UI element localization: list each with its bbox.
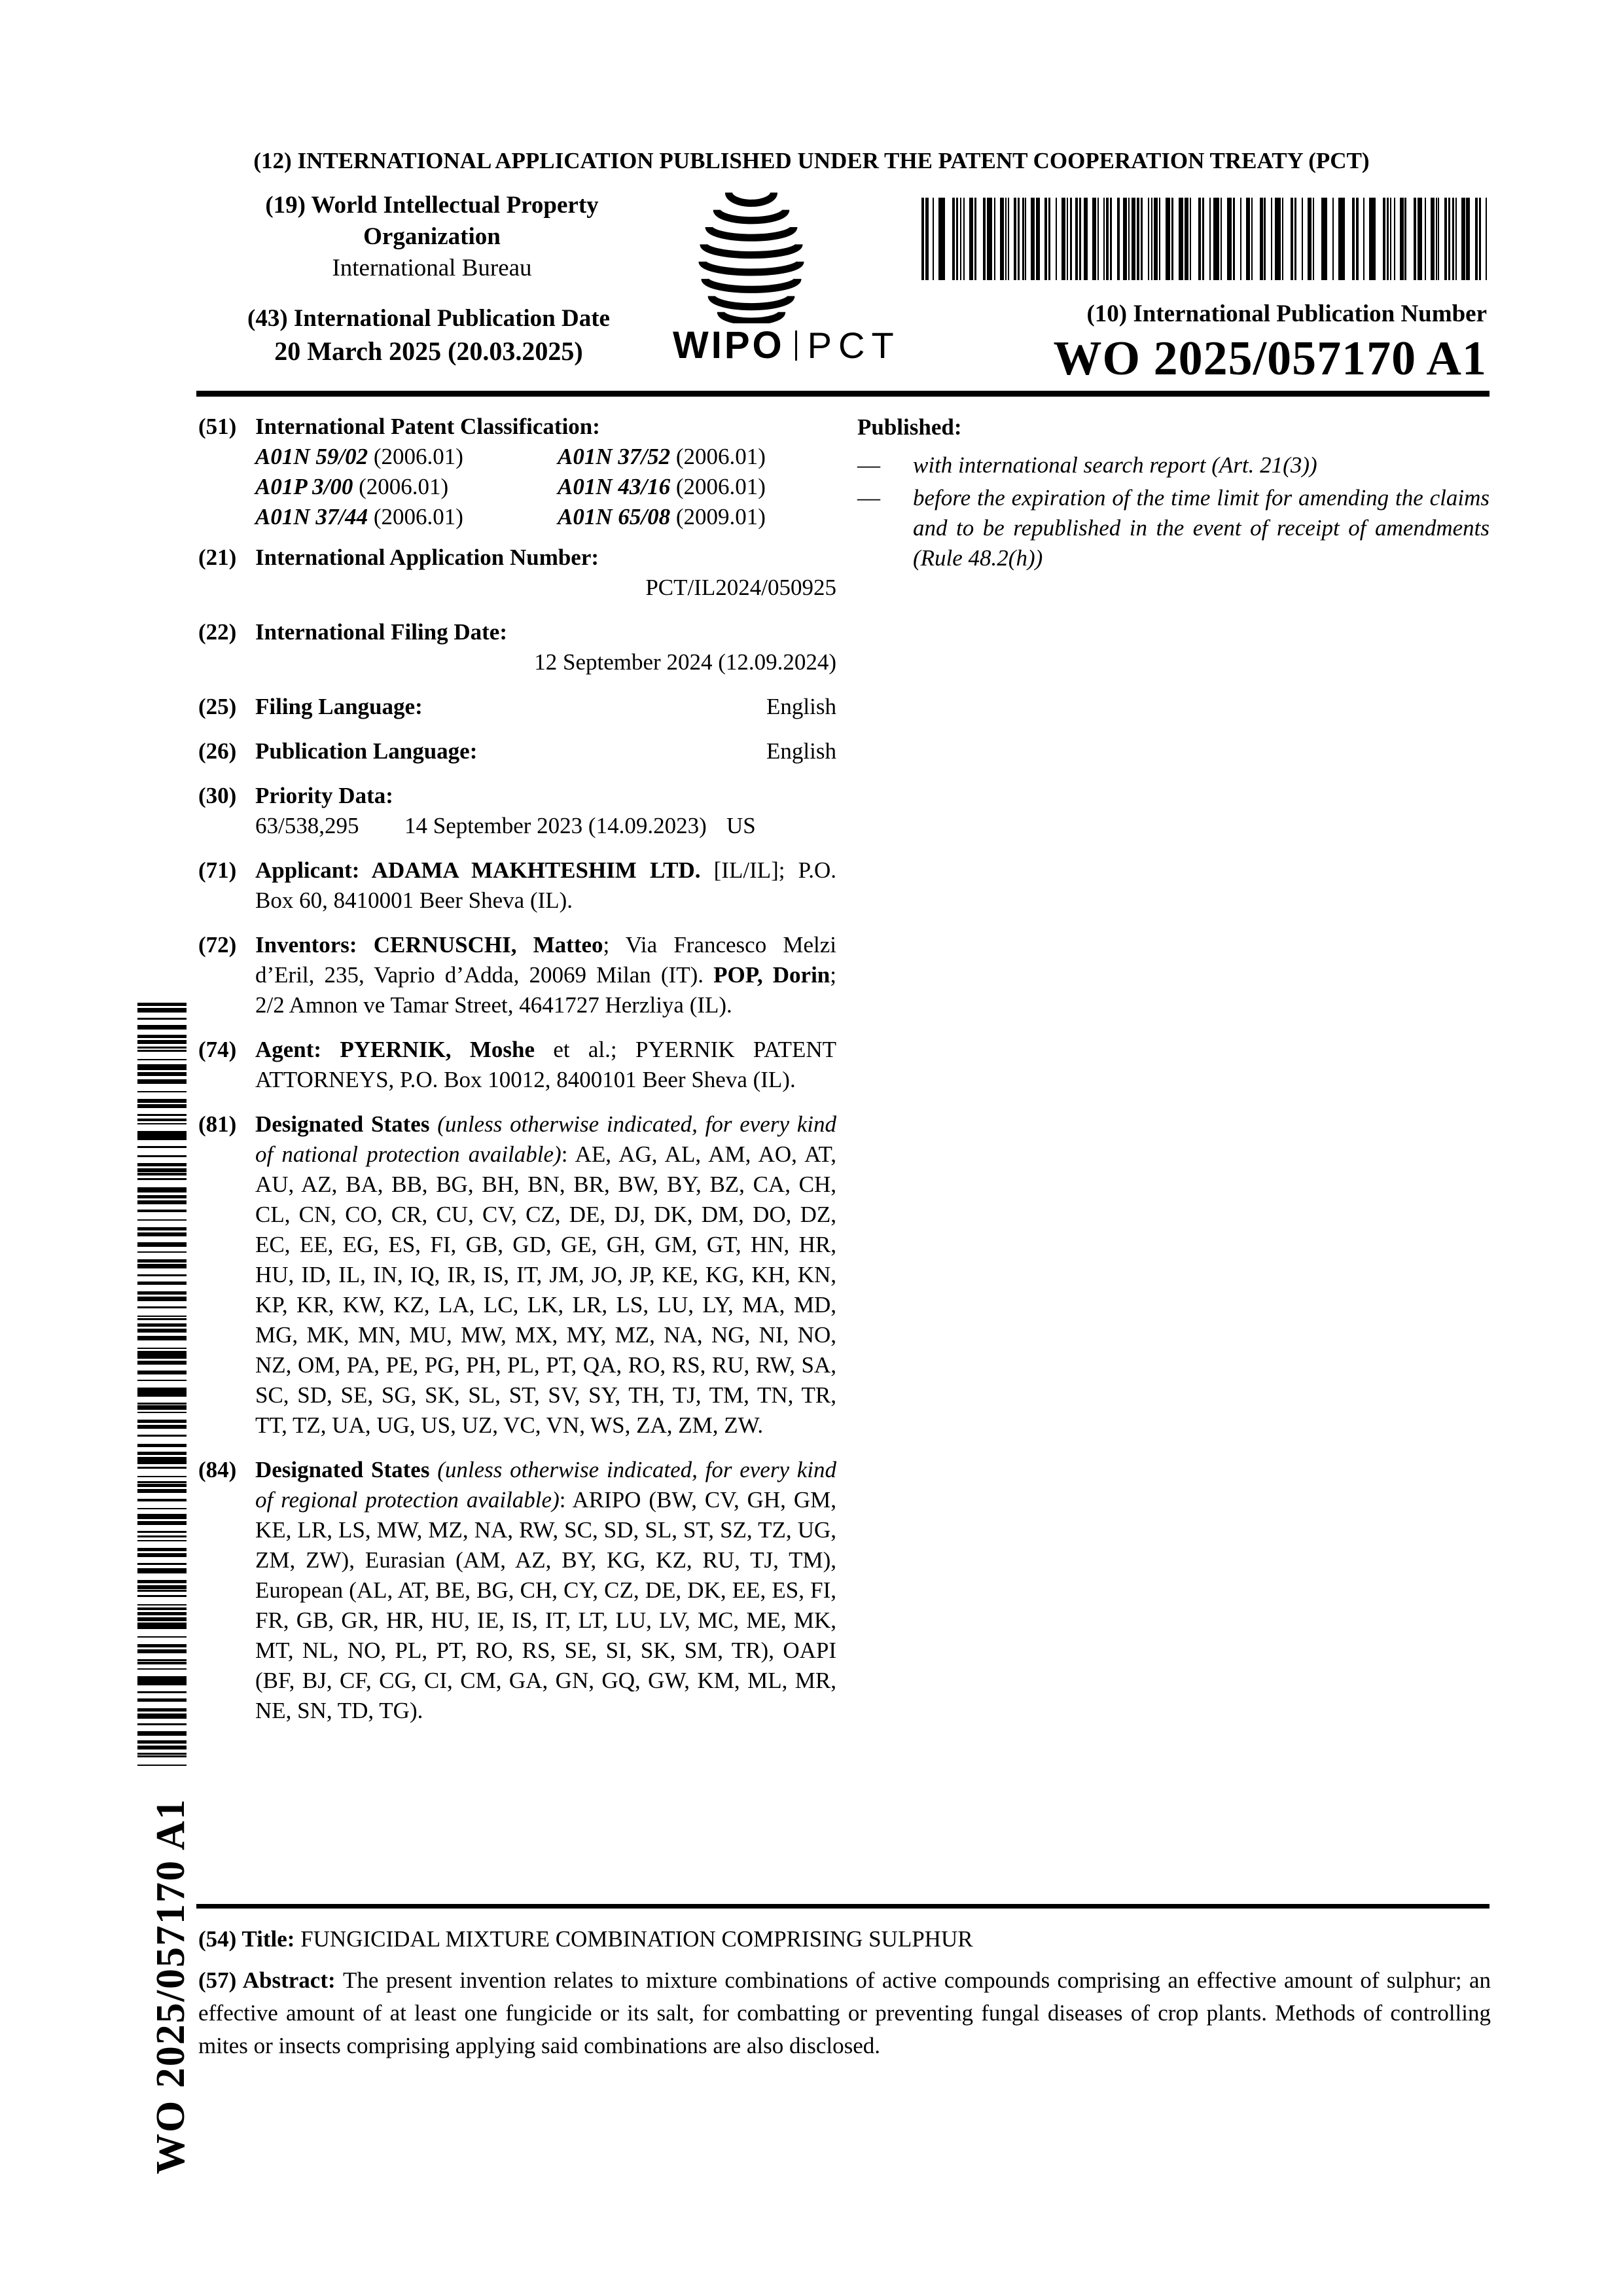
published-item-text: before the expiration of the time limit for amending the claims and to be republished in the event of receipt of amendments (Rule 48.2(h)) [913,485,1489,571]
field-label: International Patent Classification: [255,414,600,439]
pct-wordmark-text: PCT [807,325,901,366]
section-25-filing-language [198,692,836,722]
org-line2: Organization [363,223,501,250]
wipo-wordmark-text: WIPO [673,324,785,367]
org-line3: International Bureau [332,255,532,281]
field-number: (51) [198,414,237,439]
abstract-label: (57) Abstract: [198,1967,344,1993]
publication-number-label: (10) International Publication Number [1086,300,1487,327]
field-number: (30) [198,783,237,808]
field-number: (81) [198,1111,237,1137]
filing-language-value: English [766,694,836,719]
org-line1: (19) World Intellectual Property [265,192,599,219]
abstract [198,1964,1491,2062]
field-label: International Application Number: [255,545,599,570]
title-text: FUNGICIDAL MIXTURE COMBINATION COMPRISING SULPHUR [300,1926,973,1952]
ipc-code: A01N 65/08 (2009.01) [558,504,766,529]
org-block [209,190,654,284]
title-rule [196,1904,1489,1909]
filing-date-value: 12 September 2024 (12.09.2024) [534,649,836,675]
field-label: Filing Language: [255,694,423,719]
published-column [857,412,1489,576]
ipc-code: A01N 59/02 (2006.01) [255,444,463,469]
field-number: (74) [198,1037,237,1062]
ipc-code: A01N 37/44 (2006.01) [255,504,463,529]
wipo-coil-icon [682,181,821,323]
priority-number: 63/538,295 [255,813,359,838]
section-84-designated-states [198,1455,836,1726]
ipc-code: A01P 3/00 (2006.01) [255,474,449,499]
publication-language-value: English [766,738,836,764]
agent-paragraph: Agent: PYERNIK, Moshe et al.; PYERNIK PATENT ATTORNEYS, P.O. Box 10012, 8400101 Beer Sheva (IL). [255,1037,836,1092]
header-rule [196,391,1489,397]
published-heading: Published: [857,414,962,440]
ipc-codes [255,442,836,532]
section-71-applicant [198,855,836,916]
field-number: (25) [198,694,237,719]
published-item [857,483,1489,573]
priority-country: US [726,813,756,838]
field-number: (21) [198,545,237,570]
field-number: (26) [198,738,237,764]
section-22-filing-date [198,617,836,677]
title-line [198,1926,1491,1952]
published-item-text: with international search report (Art. 21(3)) [913,452,1317,478]
bibliographic-column [198,412,836,1740]
field-number: (22) [198,619,237,645]
ipc-code: A01N 43/16 (2006.01) [558,474,766,499]
publication-number-value: WO 2025/057170 A1 [1053,332,1487,386]
publication-date-value: 20 March 2025 (20.03.2025) [274,336,583,366]
wipo-pct-wordmark [673,323,901,367]
section-21-application-number [198,543,836,603]
priority-date: 14 September 2023 (14.09.2023) [404,813,707,838]
designated-states-national: Designated States (unless otherwise indicated, for every kind of national protection available): AE, AG, AL, AM, AO, AT, AU, AZ, BA, BB, BG, BH, BN, BR, BW, BY, BZ, CA, CH, CL, CN, CO, CR, CU, CV, CZ, DE, DJ, DK, DM, DO, DZ, EC, EE, EG, ES, FI, GB, GD, GE, GH, GM, GT, HN, HR, HU, ID, IL, IN, IQ, IR, IS, IT, JM, JO, JP, KE, KG, KH, KN, KP, KR, KW, KZ, LA, LC, LK, LR, LS, LU, LY, MA, MD, MG, MK, MN, MU, MW, MX, MY, MZ, NA, NG, NI, NO, NZ, OM, PA, PE, PG, PH, PL, PT, QA, RO, RS, RU, RW, SA, SC, SD, SE, SG, SK, SL, ST, SV, SY, TH, TJ, TM, TN, TR, TT, TZ, UA, UG, US, UZ, VC, VN, WS, ZA, ZM, ZW. [255,1111,836,1438]
published-item [857,450,1489,480]
section-51-classification [198,412,836,532]
section-81-designated-states [198,1109,836,1441]
designated-states-regional: Designated States (unless otherwise indicated, for every kind of regional protection available): ARIPO (BW, CV, GH, GM, KE, LR, LS, MW, MZ, NA, RW, SC, SD, SL, ST, SZ, TZ, UG, ZM, ZW), Eurasian (AM, AZ, BY, KG, KZ, RU, TJ, TM), European (AL, AT, BE, BG, CH, CY, CZ, DE, DK, EE, ES, FI, FR, GB, GR, HR, HU, IE, IS, IT, LT, LU, LV, MC, ME, MK, MT, NL, NO, PL, PT, RO, RS, SE, SI, SK, SM, TR), OAPI (BF, BJ, CF, CG, CI, CM, GA, GN, GQ, GW, KM, ML, MR, NE, SN, TD, TG). [255,1457,836,1723]
pct-header-line: (12) INTERNATIONAL APPLICATION PUBLISHED UNDER THE PATENT COOPERATION TREATY (PCT) [253,148,1370,173]
sidebar-publication-number: WO 2025/057170 A1 [149,1798,193,2174]
application-number-value: PCT/IL2024/050925 [645,575,836,600]
applicant-paragraph: Applicant: ADAMA MAKHTESHIM LTD. [IL/IL]; P.O. Box 60, 8410001 Beer Sheva (IL). [255,857,836,913]
dash-bullet: — [857,452,880,478]
field-number: (71) [198,857,237,883]
ipc-code: A01N 37/52 (2006.01) [558,444,766,469]
field-label: Publication Language: [255,738,478,764]
field-label: Priority Data: [255,783,393,808]
publication-date-label: (43) International Publication Date [247,305,610,332]
section-30-priority-data [198,781,836,841]
barcode [921,198,1487,280]
priority-data-row [255,811,836,841]
abstract-text: The present invention relates to mixture combinations of active compounds comprising an effective amount of sulphur; an effective amount of at least one fungicide or its salt, for combatting or preventing fungal diseases of crop plants. Methods of controlling mites or insects comprising applying said combinations are also disclosed. [198,1967,1491,2058]
section-72-inventors [198,930,836,1020]
section-26-publication-language [198,736,836,766]
wipo-logo [682,181,821,323]
field-label: International Filing Date: [255,619,507,645]
wordmark-divider [795,331,797,361]
publication-date-block [196,302,661,368]
field-number: (72) [198,932,237,958]
dash-bullet: — [857,485,880,511]
field-number: (84) [198,1457,237,1482]
section-74-agent [198,1035,836,1095]
sidebar-barcode [137,1003,187,1770]
inventors-paragraph: Inventors: CERNUSCHI, Matteo; Via Francesco Melzi d’Eril, 235, Vaprio d’Adda, 20069 Milan (IT). POP, Dorin; 2/2 Amnon ve Tamar Street, 4641727 Herzliya (IL). [255,932,836,1018]
title-label: (54) Title: [198,1926,301,1952]
